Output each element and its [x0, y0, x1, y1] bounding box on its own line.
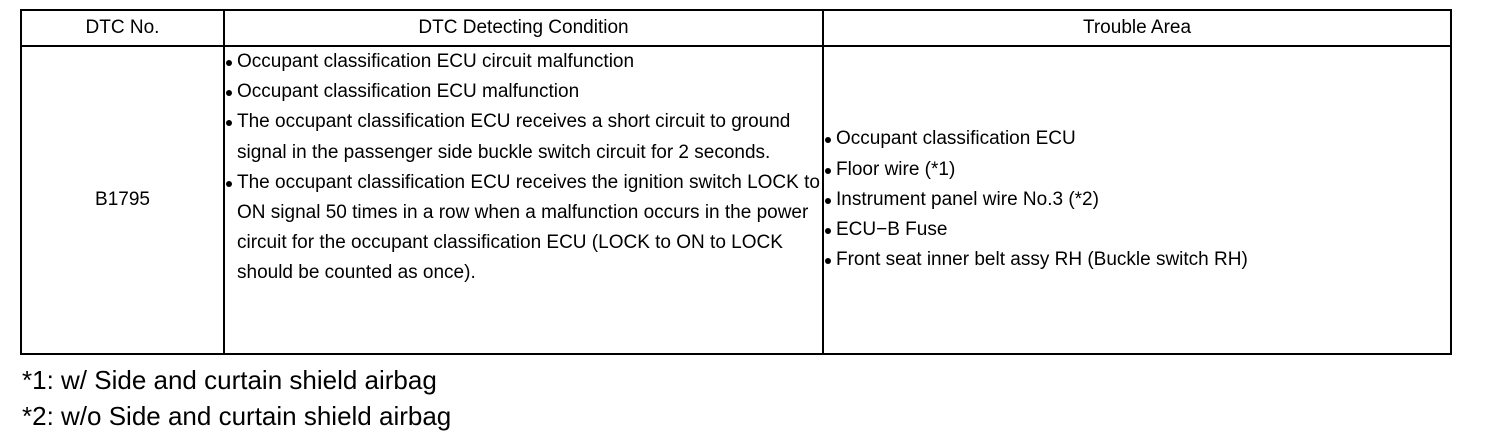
trouble-area-item: Front seat inner belt assy RH (Buckle switch RH): [824, 245, 1450, 275]
table-row: [21, 46, 1451, 354]
dtc-code-cell: B1795: [21, 46, 224, 354]
trouble-area-item: Occupant classification ECU: [824, 124, 1450, 154]
condition-item: The occupant classification ECU receives a short circuit to ground signal in the passenger side buckle switch circuit for 2 seconds.: [225, 107, 822, 167]
trouble-area-item: ECU−B Fuse: [824, 215, 1450, 245]
condition-list: [225, 47, 822, 289]
trouble-area-item: Floor wire (*1): [824, 155, 1450, 185]
header-detecting-condition: DTC Detecting Condition: [224, 10, 823, 46]
condition-item: Occupant classification ECU circuit malfunction: [225, 47, 822, 77]
trouble-area-list: [824, 124, 1450, 275]
dtc-table: [20, 9, 1452, 355]
trouble-area-item: Instrument panel wire No.3 (*2): [824, 185, 1450, 215]
trouble-area-cell: [823, 46, 1451, 354]
header-trouble-area: Trouble Area: [823, 10, 1451, 46]
footnotes: [22, 362, 451, 434]
header-dtc-no: DTC No.: [21, 10, 224, 46]
table-header-row: [21, 10, 1451, 46]
condition-item: Occupant classification ECU malfunction: [225, 77, 822, 107]
condition-item: The occupant classification ECU receives the ignition switch LOCK to ON signal 50 times in a row when a malfunction occurs in the power circuit for the occupant classification ECU (LOCK to ON to LOCK should be counted as once).: [225, 168, 822, 289]
footnote-1: *1: w/ Side and curtain shield airbag: [22, 365, 437, 395]
footnote-2: *2: w/o Side and curtain shield airbag: [22, 401, 452, 431]
detecting-condition-cell: [224, 46, 823, 354]
